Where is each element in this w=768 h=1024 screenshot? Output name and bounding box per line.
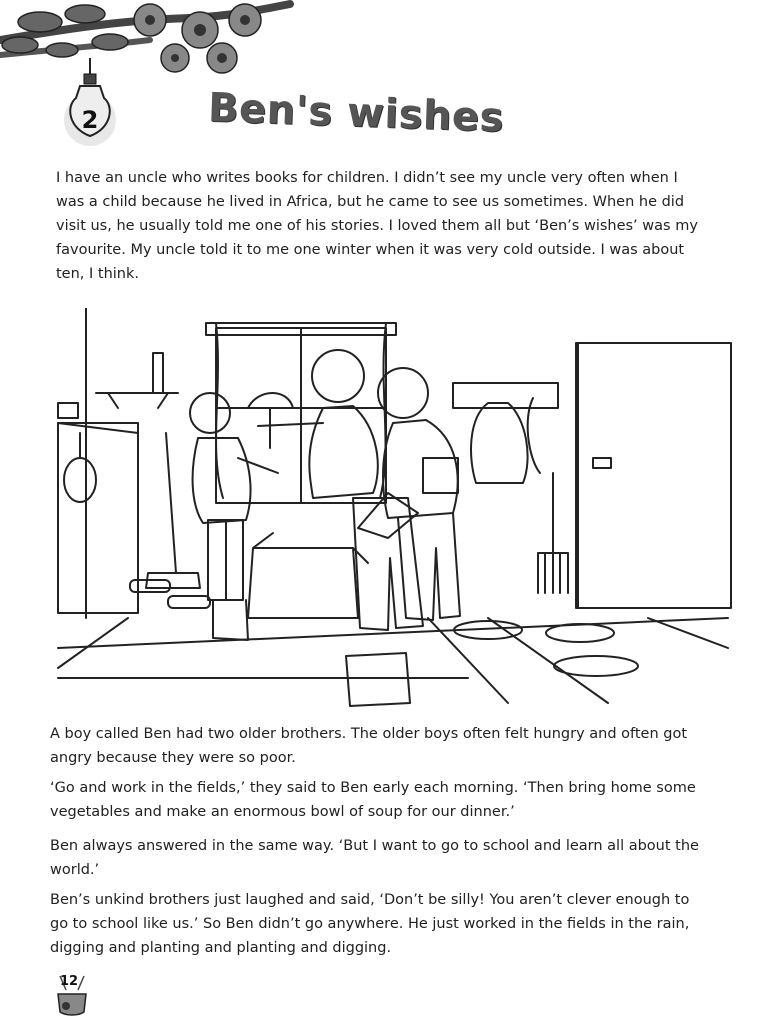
- flower-branch-decoration: [0, 0, 300, 90]
- chapter-number: 2: [81, 106, 99, 134]
- story-illustration: [48, 308, 738, 708]
- page-number: 12: [60, 974, 79, 989]
- story-paragraph-1: A boy called Ben had two older brothers. The older boys often felt hungry and often got angry because they were so poor.: [50, 726, 688, 766]
- page-title: Ben's wishes: [207, 84, 505, 142]
- story-paragraph-4: Ben’s unkind brothers just laughed and said, ‘Don’t be silly! You aren’t clever enough to go to school like us.’ So Ben didn’t go anywhere. He just worked in the fields in the rain, digging and planting and planting and digging.: [50, 892, 690, 956]
- story-paragraph-3: Ben always answered in the same way. ‘But I want to go to school and learn all about the world.’: [50, 838, 699, 878]
- intro-paragraph: I have an uncle who writes books for children. I didn’t see my uncle very often when I was a child because he lived in Africa, but he came to see us sometimes. When he did visit us, he usually told me one of his stories. I loved them all but ‘Ben’s wishes’ was my favourite. My uncle told it to me one winter when it was very cold outside. I was about ten, I think.: [56, 170, 698, 282]
- story-paragraph-2: ‘Go and work in the fields,’ they said to Ben early each morning. ‘Then bring home some vegetables and make an enormous bowl of soup for our dinner.’: [50, 780, 696, 820]
